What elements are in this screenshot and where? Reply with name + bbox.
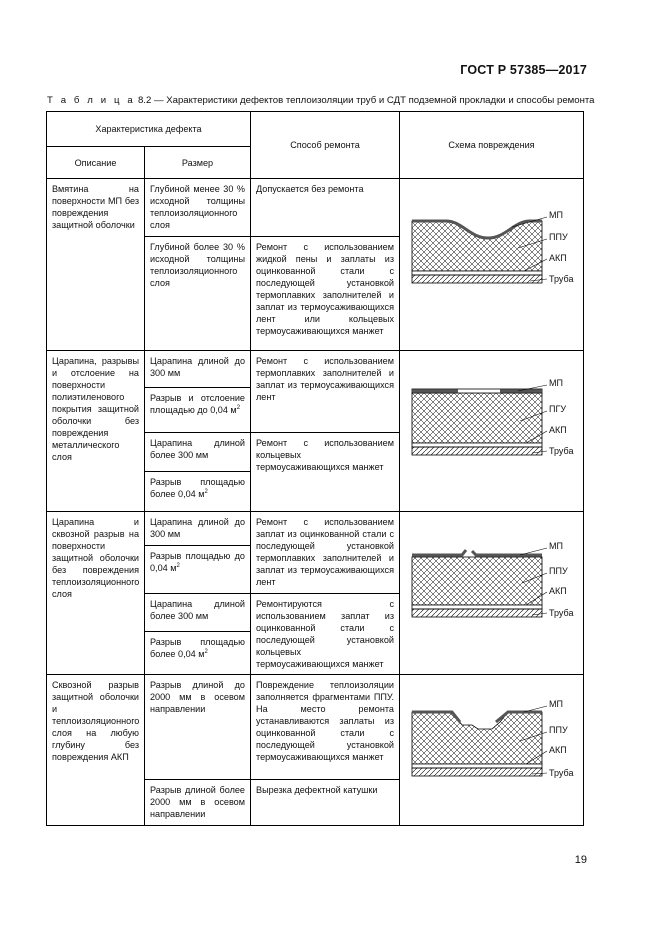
- scheme-label: АКП: [549, 252, 567, 263]
- scheme-label: ППУ: [549, 231, 568, 242]
- damage-scheme: [400, 675, 584, 826]
- dent-scheme-image: [400, 180, 584, 350]
- repair-method: Ремонт с использованием жидкой пены и заплаты из оцинкованной стали с последующей установкой термоплавких заполнителей и заплат из термоусаживающихся лент или кольцевых термоусаживающихся манжет: [251, 237, 400, 351]
- scheme-label: Труба: [549, 608, 574, 618]
- table-caption-label: Т а б л и ц а: [47, 95, 136, 106]
- repair-method: Допускается без ремонта: [251, 179, 400, 237]
- scheme-label: Труба: [549, 446, 574, 456]
- damage-scheme: [400, 179, 584, 351]
- scheme-label: АКП: [549, 425, 567, 435]
- scheme-label: ППУ: [549, 725, 568, 735]
- defect-size: Разрыв длиной более 2000 мм в осевом направлении: [145, 780, 251, 826]
- defect-size: [145, 546, 251, 594]
- scheme-label: ПГУ: [549, 404, 567, 414]
- defect-size-text: Разрыв площадью более 0,04 м: [150, 477, 245, 499]
- page-number: 19: [574, 854, 587, 866]
- scheme-label: АКП: [549, 586, 567, 596]
- through-break-scheme-image: [400, 513, 584, 673]
- defect-size-text: Разрыв площадью более 0,04 м: [150, 637, 245, 660]
- repair-method: Повреждение теплоизоляции заполняется фрагментами ППУ. На место ремонта устанавливаются заплаты из оцинкованной стали с последующей установкой термоусаживающихся манжет: [251, 675, 400, 780]
- scheme-label: МП: [549, 209, 563, 220]
- deep-break-scheme-image: [400, 675, 584, 825]
- standard-number: ГОСТ Р 57385—2017: [460, 63, 587, 77]
- table-row: [47, 675, 584, 780]
- defect-size: Разрыв длиной до 2000 мм в осевом направлении: [145, 675, 251, 780]
- header-damage-scheme: Схема повреждения: [400, 112, 584, 179]
- header-size: Размер: [145, 147, 251, 179]
- scheme-label: Труба: [549, 273, 574, 284]
- repair-method: Ремонт с использованием заплат из оцинкованной стали с последующей установкой термоплавких заполнителей и заплат из термоусаживающихся лент: [251, 512, 400, 594]
- unit-exponent: 2: [204, 488, 208, 495]
- repair-method: Вырезка дефектной катушки: [251, 780, 400, 826]
- defect-description: Царапина и сквозной разрыв на поверхности защитной оболочки без повреждения теплоизоляционного слоя: [47, 512, 145, 675]
- defect-size: Царапина длиной более 300 мм: [145, 433, 251, 472]
- table-caption-text: 8.2 — Характеристики дефектов теплоизоляции труб и СДТ подземной прокладки и способы ремонта: [135, 95, 595, 106]
- damage-scheme: [400, 351, 584, 512]
- defect-size: Царапина длиной более 300 мм: [145, 594, 251, 632]
- header-description: Описание: [47, 147, 145, 179]
- defect-size: [145, 632, 251, 675]
- defect-size: Царапина длиной до 300 мм: [145, 512, 251, 546]
- scheme-label: Труба: [549, 768, 574, 778]
- scheme-label: МП: [549, 378, 563, 388]
- repair-method: Ремонтируются с использованием заплат из оцинкованной стали с последующей установкой кольцевых термоусаживающихся манжет: [251, 594, 400, 675]
- damage-scheme: [400, 512, 584, 675]
- table-row: [47, 512, 584, 546]
- scheme-label: АКП: [549, 745, 567, 755]
- unit-exponent: 2: [204, 649, 208, 656]
- scheme-label: ППУ: [549, 566, 568, 576]
- defect-size: [145, 388, 251, 433]
- defect-size-text: Разрыв площадью до 0,04 м: [150, 551, 245, 573]
- defect-size-text: Разрыв и отслоение площадью до 0,04 м: [150, 393, 245, 415]
- defect-size: Глубиной более 30 % исходной толщины теплоизоляционного слоя: [145, 237, 251, 351]
- scheme-label: МП: [549, 699, 563, 709]
- defect-description: Царапина, разрывы и отслоение на поверхности полиэтиленового покрытия защитной оболочки без повреждения металлического слоя: [47, 351, 145, 512]
- defect-description: Сквозной разрыв защитной оболочки и теплоизоляционного слоя на любую глубину без повреждения АКП: [47, 675, 145, 826]
- defect-size: Глубиной менее 30 % исходной толщины теплоизоляционного слоя: [145, 179, 251, 237]
- scheme-label: МП: [549, 541, 563, 551]
- table-row: [47, 351, 584, 388]
- defect-size: Царапина длиной до 300 мм: [145, 351, 251, 388]
- unit-exponent: 2: [176, 562, 180, 569]
- defect-size: [145, 472, 251, 512]
- repair-method: Ремонт с использованием кольцевых термоусаживающихся манжет: [251, 433, 400, 512]
- scratch-scheme-image: [400, 351, 584, 511]
- unit-exponent: 2: [236, 404, 241, 411]
- defects-table: [46, 111, 584, 826]
- table-caption: [47, 95, 627, 106]
- table-row: [47, 179, 584, 237]
- repair-method: Ремонт с использованием термоплавких заполнителей и заплат из термоусаживающихся лент: [251, 351, 400, 433]
- header-defect-characteristic: Характеристика дефекта: [47, 112, 251, 147]
- header-repair-method: Способ ремонта: [251, 112, 400, 179]
- defect-description: Вмятина на поверхности МП без повреждения защитной оболочки: [47, 179, 145, 351]
